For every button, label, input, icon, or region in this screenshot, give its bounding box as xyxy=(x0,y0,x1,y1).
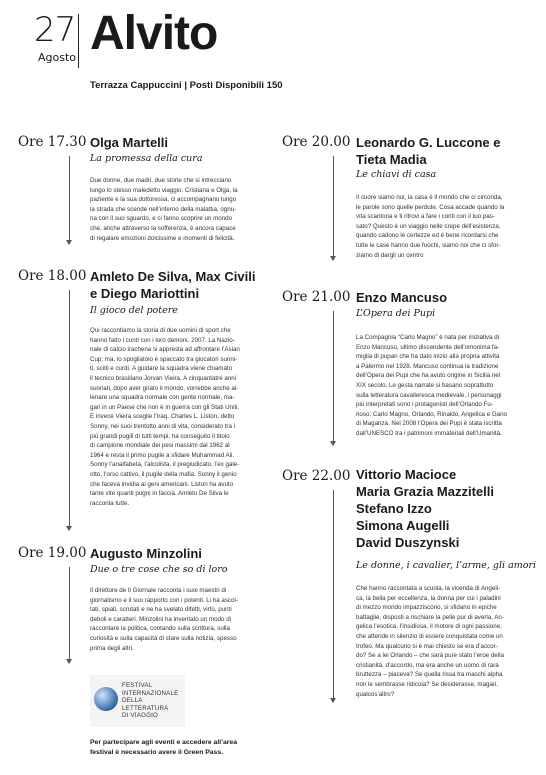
speaker-name: David Duszynski xyxy=(356,535,460,550)
event-speakers xyxy=(90,545,202,562)
timeline-arrow xyxy=(69,567,70,663)
event-speakers xyxy=(90,134,168,151)
event-description: Il direttore de Il Giornale racconta i suoi maestri di giornalismo e il suo rapporto con i potenti. Li ha ascol- tati, spiati, scrutati e ne ha svelato difetti, virtù, punti deboli e caratteri. Minzolini ha inventato un modo di raccontare la politica, contando sulla scrittura, sulla curiosità e sulla capacità di stare sulla notizia, spesso prima degli altri. xyxy=(90,587,238,652)
header-divider xyxy=(78,14,79,68)
event-title: Il gioco del potere xyxy=(90,305,178,316)
event-title: Due o tre cose che so di loro xyxy=(90,564,228,575)
event-title: L’Opera dei Pupi xyxy=(356,308,436,319)
event-speakers xyxy=(90,268,255,302)
event-speakers xyxy=(356,466,494,551)
date-month: Agosto xyxy=(38,51,77,64)
timeline-arrow xyxy=(333,490,334,702)
event-description: Qui raccontiamo la storia di due uomini di sport che hanno fatto i conti con i loro demoni. 2007. La Nazio- nale di calcio irachena si appresta ad affrontare l’Asian Cup; ma, lo spogliatoio è spaccato tra giocatori sunni- ti, sciiti e curdi. A guidare la squadra viene chiamato il tecnico brasiliano Jorvan Vieira. A cinquantatré anni suonati, dopo aver girato il mondo, vorrebbe anche al- lenare una squadra normale con gente normale, ma- gari in un Paese che non è in guerra con gli Stati Uniti. E invece Vieira sceglie l’Iraq. Charles L. Liston, detto Sonny, nei suoi trentotto anni di vita, considerato tra i più grandi pugili di tutti tempi, ha conseguito il titolo di campione mondiale dei pesi massimi dal 1962 al 1964 e resta il primo pugile a sfidare Muhammad Ali. Sonny l’analfabeta, l’alcolista, il pregiudicato, l’ex gale- otto, l’orso cattivo, il pugile della mafia. Sonny il genio che faceva invidia ai geni americani. Liston ha avuto tante vite quanti pugni in faccia. Amleto De Silva le racconta tutte. xyxy=(90,327,240,507)
event-title: La promessa della cura xyxy=(90,153,203,164)
timeline-arrow xyxy=(69,156,70,244)
speaker-name: Leonardo G. Luccone e xyxy=(356,135,501,150)
event-time: Ore 20.00 xyxy=(282,134,351,150)
venue-info: Terrazza Cappuccini | Posti Disponibili 150 xyxy=(90,80,283,91)
event-description: Che hanno raccontata a scuola, la vicenda di Angeli- ca, la bella per eccellenza, la donna per cui i paladini di mezzo mondo impazziscono, si sfidano in epiche battaglie, disposti a rischiare la pelle pur di averla. An- gelica l’esotica, l’insidiosa, il motore di ogni passione, che attende in silenzio di essere conquistata come un trofeo. Ma qualcuno si è mai chiesto se era d’accor- do? Se a lei Orlando – che sarà pure stato l’eroe della cristianità, d’accordo, ma era anche un uomo di rara bruttezza – piaceva? Se quella rissa tra maschi alpha non le sembrasse ridicola? Se desiderasse, magari, qualcos’altro? xyxy=(356,585,504,698)
timeline-arrow xyxy=(333,156,334,260)
speaker-name: Amleto De Silva, Max Civili xyxy=(90,269,256,284)
festival-logo-text: FESTIVAL INTERNAZIONALE DELLA LETTERATURA DI VIAGGIO xyxy=(122,682,179,720)
event-time: Ore 19.00 xyxy=(18,545,87,561)
speaker-name: Olga Martelli xyxy=(90,135,169,150)
speaker-name: e Diego Mariottini xyxy=(90,286,200,301)
timeline-arrow xyxy=(69,290,70,530)
event-title: Le chiavi di casa xyxy=(356,169,437,180)
event-description: Il cuore siamo noi, la casa è il mondo che ci circonda, le parole sono quelle perdute. Cosa accade quando la vita scantona e ti ritrovi a fare i conti con il tuo pas- sato? Questo è un viaggio nelle crepe dell’esistenza, quando cadono le certezze ed è bene ricordarsi che tutte le case hanno due fuochi, siamo noi che ci sfor- ziamo di dargli un centro xyxy=(356,194,505,259)
green-pass-note: Per partecipare agli eventi e accedere all’area festival è necessario avere il Green Pass. xyxy=(90,739,237,756)
timeline-arrow xyxy=(333,311,334,445)
event-title: Le donne, i cavalier, l’arme, gli amori xyxy=(356,560,537,571)
event-time: Ore 18.00 xyxy=(18,268,87,284)
speaker-name: Stefano Izzo xyxy=(356,501,432,516)
speaker-name: Vittorio Macioce xyxy=(356,467,457,482)
speaker-name: Tieta Madia xyxy=(356,152,427,167)
event-time: Ore 17.30 xyxy=(18,134,87,150)
festival-logo xyxy=(90,675,185,727)
event-time: Ore 21.00 xyxy=(282,289,351,305)
event-speakers xyxy=(356,289,447,306)
event-speakers xyxy=(356,134,500,168)
page-title: Alvito xyxy=(90,7,218,60)
speaker-name: Enzo Mancuso xyxy=(356,290,448,305)
globe-icon xyxy=(94,687,118,711)
speaker-name: Maria Grazia Mazzitelli xyxy=(356,484,494,499)
speaker-name: Simona Augelli xyxy=(356,518,450,533)
speaker-name: Augusto Minzolini xyxy=(90,546,202,561)
event-description: Due donne, due madri, due storie che si intrecciano lungo lo stesso maledetto viaggio. Cristiana e Olga, la paziente e la sua dottoressa, ci accompagnano lungo la strada che scende nell’inferno della malattia, ognu- na con il suo sguardo, e ci fanno scoprire un mondo che, anche attraverso la sofferenza, è ancora capace di regalare emozioni dolcissime e momenti di felicità. xyxy=(90,177,238,242)
event-time: Ore 22.00 xyxy=(282,468,351,484)
date-day: 27 xyxy=(34,10,76,50)
event-description: La Compagnia “Carlo Magno” è nata per iniziativa di Enzo Mancuso, ultimo discendente dell’omonima fa- miglia di pupari che ha dato inizio alla propria attività a Palermo nel 1928. Mancuso continua la tradizione dell’Opera dei Pupi che ha avuto origine in Sicilia nel XIX secolo. Le gesta narrate si basano soprattutto sulla letteratura cavalleresca medievale, i personaggi più interpretati sono i protagonisti dell’Orlando Fu- rioso: Carlo Magno, Orlando, Rinaldo, Angelica e Gano di Maganza. Nel 2008 l’Opera dei Pupi è stata iscritta dall’UNESCO tra i patrimoni immateriali dell’Umanità. xyxy=(356,334,507,437)
